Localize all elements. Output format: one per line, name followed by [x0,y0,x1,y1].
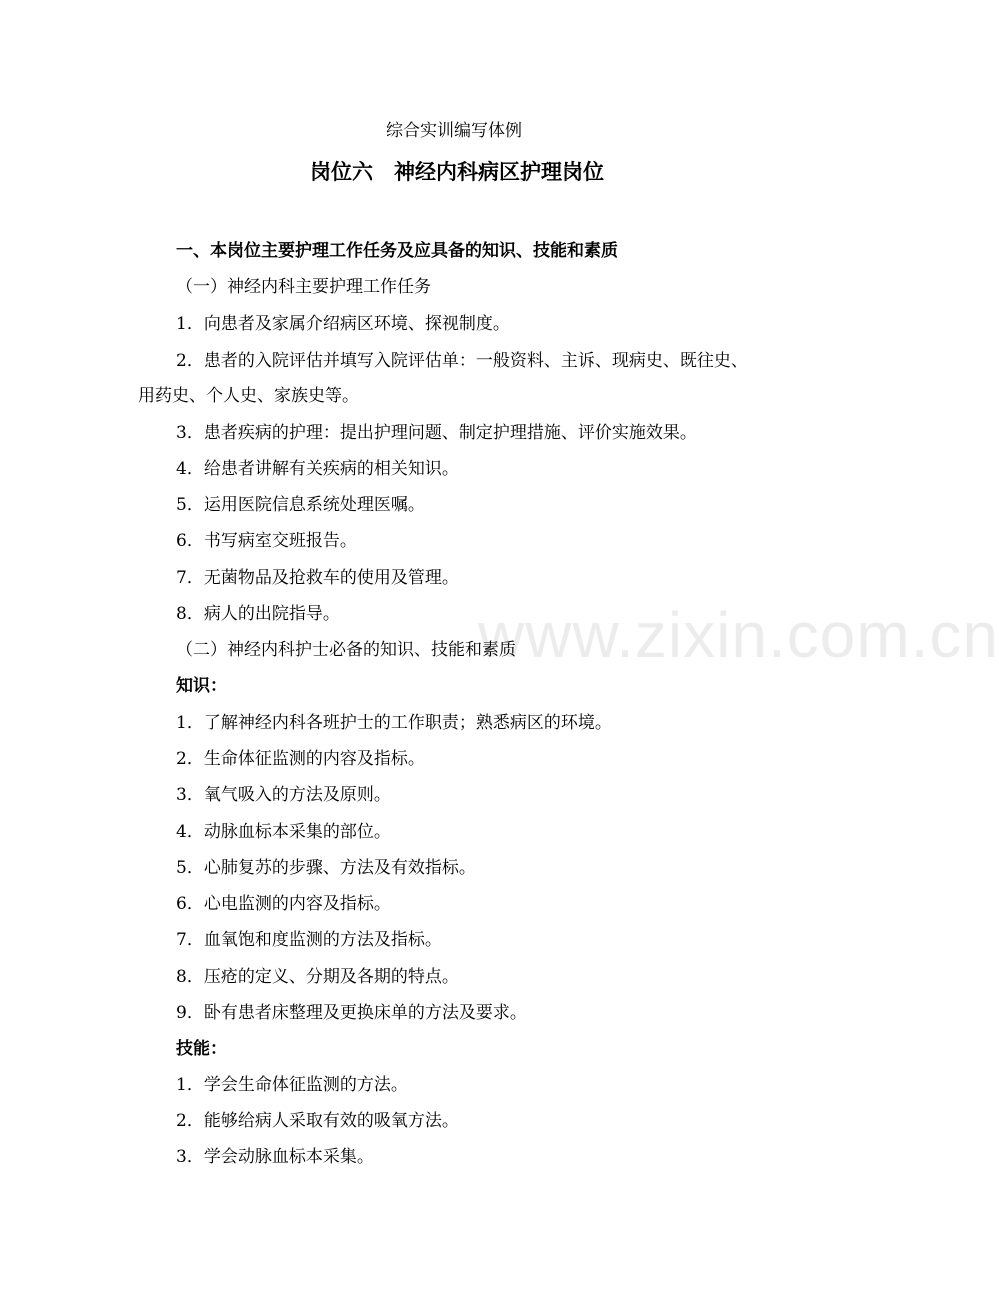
list-item: 1．向患者及家属介绍病区环境、探视制度。 [176,314,510,334]
page-title: 岗位六 神经内科病区护理岗位 [310,159,604,184]
list-item: 8．病人的出院指导。 [176,604,340,624]
list-item: 1．了解神经内科各班护士的工作职责；熟悉病区的环境。 [176,713,612,733]
subsection-heading: （二）神经内科护士必备的知识、技能和素质 [176,640,516,660]
list-item: 4．动脉血标本采集的部位。 [176,822,391,842]
list-item: 4．给患者讲解有关疾病的相关知识。 [176,459,459,479]
list-item: 6．心电监测的内容及指标。 [176,894,391,914]
list-item: 7．血氧饱和度监测的方法及指标。 [176,930,442,950]
list-item: 3．学会动脉血标本采集。 [176,1147,374,1167]
list-item: 6．书写病室交班报告。 [176,531,357,551]
watermark: www.zixin.com.cn [478,599,999,671]
list-item: 5．心肺复苏的步骤、方法及有效指标。 [176,858,476,878]
knowledge-label: 知识： [176,676,227,696]
list-item: 5．运用医院信息系统处理医嘱。 [176,495,425,515]
list-item: 2．患者的入院评估并填写入院评估单：一般资料、主诉、现病史、既往史、 [176,351,748,371]
subsection-heading: （一）神经内科主要护理工作任务 [176,277,431,297]
list-item: 3．氧气吸入的方法及原则。 [176,785,391,805]
list-item: 7．无菌物品及抢救车的使用及管理。 [176,568,459,588]
list-item: 2．生命体征监测的内容及指标。 [176,749,425,769]
section-heading: 一、本岗位主要护理工作任务及应具备的知识、技能和素质 [176,241,618,261]
skills-label: 技能： [176,1039,227,1059]
list-item: 2．能够给病人采取有效的吸氧方法。 [176,1111,459,1131]
list-item: 3．患者疾病的护理：提出护理问题、制定护理措施、评价实施效果。 [176,423,697,443]
list-item-continuation: 用药史、个人史、家族史等。 [138,386,359,406]
list-item: 8．压疮的定义、分期及各期的特点。 [176,967,459,987]
document-header: 综合实训编写体例 [386,121,522,141]
list-item: 9．卧有患者床整理及更换床单的方法及要求。 [176,1003,527,1023]
list-item: 1．学会生命体征监测的方法。 [176,1075,408,1095]
